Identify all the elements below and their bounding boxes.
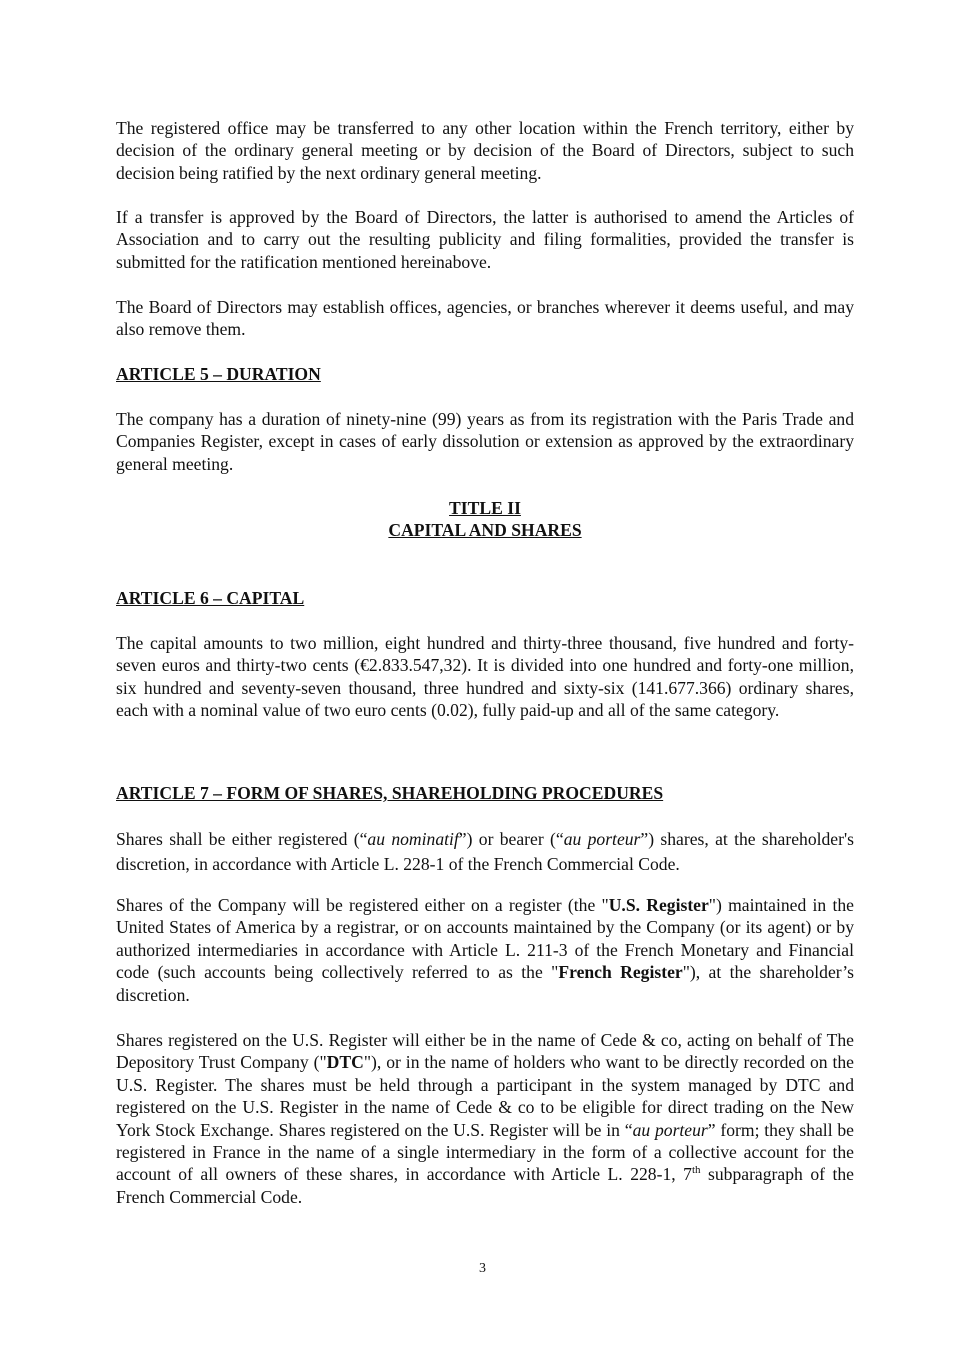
text-run: subparagraph of the French Commercial Code. (116, 1164, 854, 1207)
text-run: ") maintained in the United States of America by a registrar, or on accounts maintained by the Company (or its agent) or by authorized intermediaries in accordance with Article L. 211-3 of the French Monetary and Financial code (such accounts being collectively referred to as the " (116, 895, 854, 983)
text-run: "), or in the name of holders who want to be directly recorded on the U.S. Register. The shares must be held through a participant in the system managed by DTC and registered on the U.S. Register in the name of Cede & co to be eligible for direct trading on the New York Stock Exchange. Shares registered on the U.S. Register will be in “ (116, 1052, 854, 1140)
article-7-paragraph-3 (116, 1029, 854, 1208)
title-2-line1: TITLE II (449, 498, 521, 518)
text-run: ” form; they shall be registered in France in the name of a single intermediary in the form of a collective account for the account of all owners of these shares, in accordance with Article L. 228-1, 7 (116, 1119, 854, 1185)
paragraph-transfer-approval: If a transfer is approved by the Board of Directors, the latter is authorised to amend the Articles of Association and to carry out the resulting publicity and filing formalities, provided the transfer is submitted for the ratification mentioned hereinabove. (116, 207, 854, 272)
paragraph-offices: The Board of Directors may establish offices, agencies, or branches wherever it deems useful, and may also remove them. (116, 297, 854, 340)
superscript-run: th (691, 1164, 701, 1177)
bold-run: U.S. Register (608, 895, 709, 915)
text-run: ”) or bearer (“ (458, 829, 564, 849)
article-5-heading: ARTICLE 5 – DURATION (116, 364, 321, 384)
article-7-heading: ARTICLE 7 – FORM OF SHARES, SHAREHOLDING PROCEDURES (116, 783, 664, 803)
text-run: Shares shall be either registered (“ (116, 829, 368, 849)
bold-run: DTC (326, 1052, 364, 1073)
article-7-paragraph-1 (116, 827, 854, 877)
paragraph-registered-office: The registered office may be transferred to any other location within the French territory, either by decision of the ordinary general meeting or by decision of the Board of Directors, subject to such decision being ratified by the next ordinary general meeting. (116, 118, 854, 183)
text-run: Shares registered on the U.S. Register will either be in the name of Cede & co, acting on behalf of The Depository Trust Company (" (116, 1030, 854, 1073)
title-2-line2: CAPITAL AND SHARES (388, 520, 582, 540)
article-5-text: The company has a duration of ninety-nine (99) years as from its registration with the Paris Trade and Companies Register, except in cases of early dissolution or extension as approved by the extraordinary general meeting. (116, 409, 854, 474)
italic-run: au porteur (632, 1119, 708, 1140)
article-6-text: The capital amounts to two million, eight hundred and thirty-three thousand, five hundred and forty-seven euros and thirty-two cents (€2.833.547,32). It is divided into one hundred and forty-one million, six hundred and seventy-seven thousand, three hundred and sixty-six (141.677.366) ordinary shares, each with a nominal value of two euro cents (0.02), fully paid-up and all of the same category. (116, 633, 854, 721)
text-run: ”) shares, at the shareholder's discretion, in accordance with Article L. 228-1 of the French Commercial Code. (116, 829, 854, 874)
article-6-heading: ARTICLE 6 – CAPITAL (116, 588, 305, 608)
text-run: Shares of the Company will be registered either on a register (the " (116, 895, 609, 915)
article-7-paragraph-2 (116, 894, 854, 1006)
page-number: 3 (479, 1261, 486, 1276)
bold-run: French Register (558, 962, 683, 983)
text-run: "), at the shareholder’s discretion. (116, 962, 854, 1005)
italic-run: au porteur (563, 829, 641, 849)
italic-run: au nominatif (367, 829, 459, 849)
